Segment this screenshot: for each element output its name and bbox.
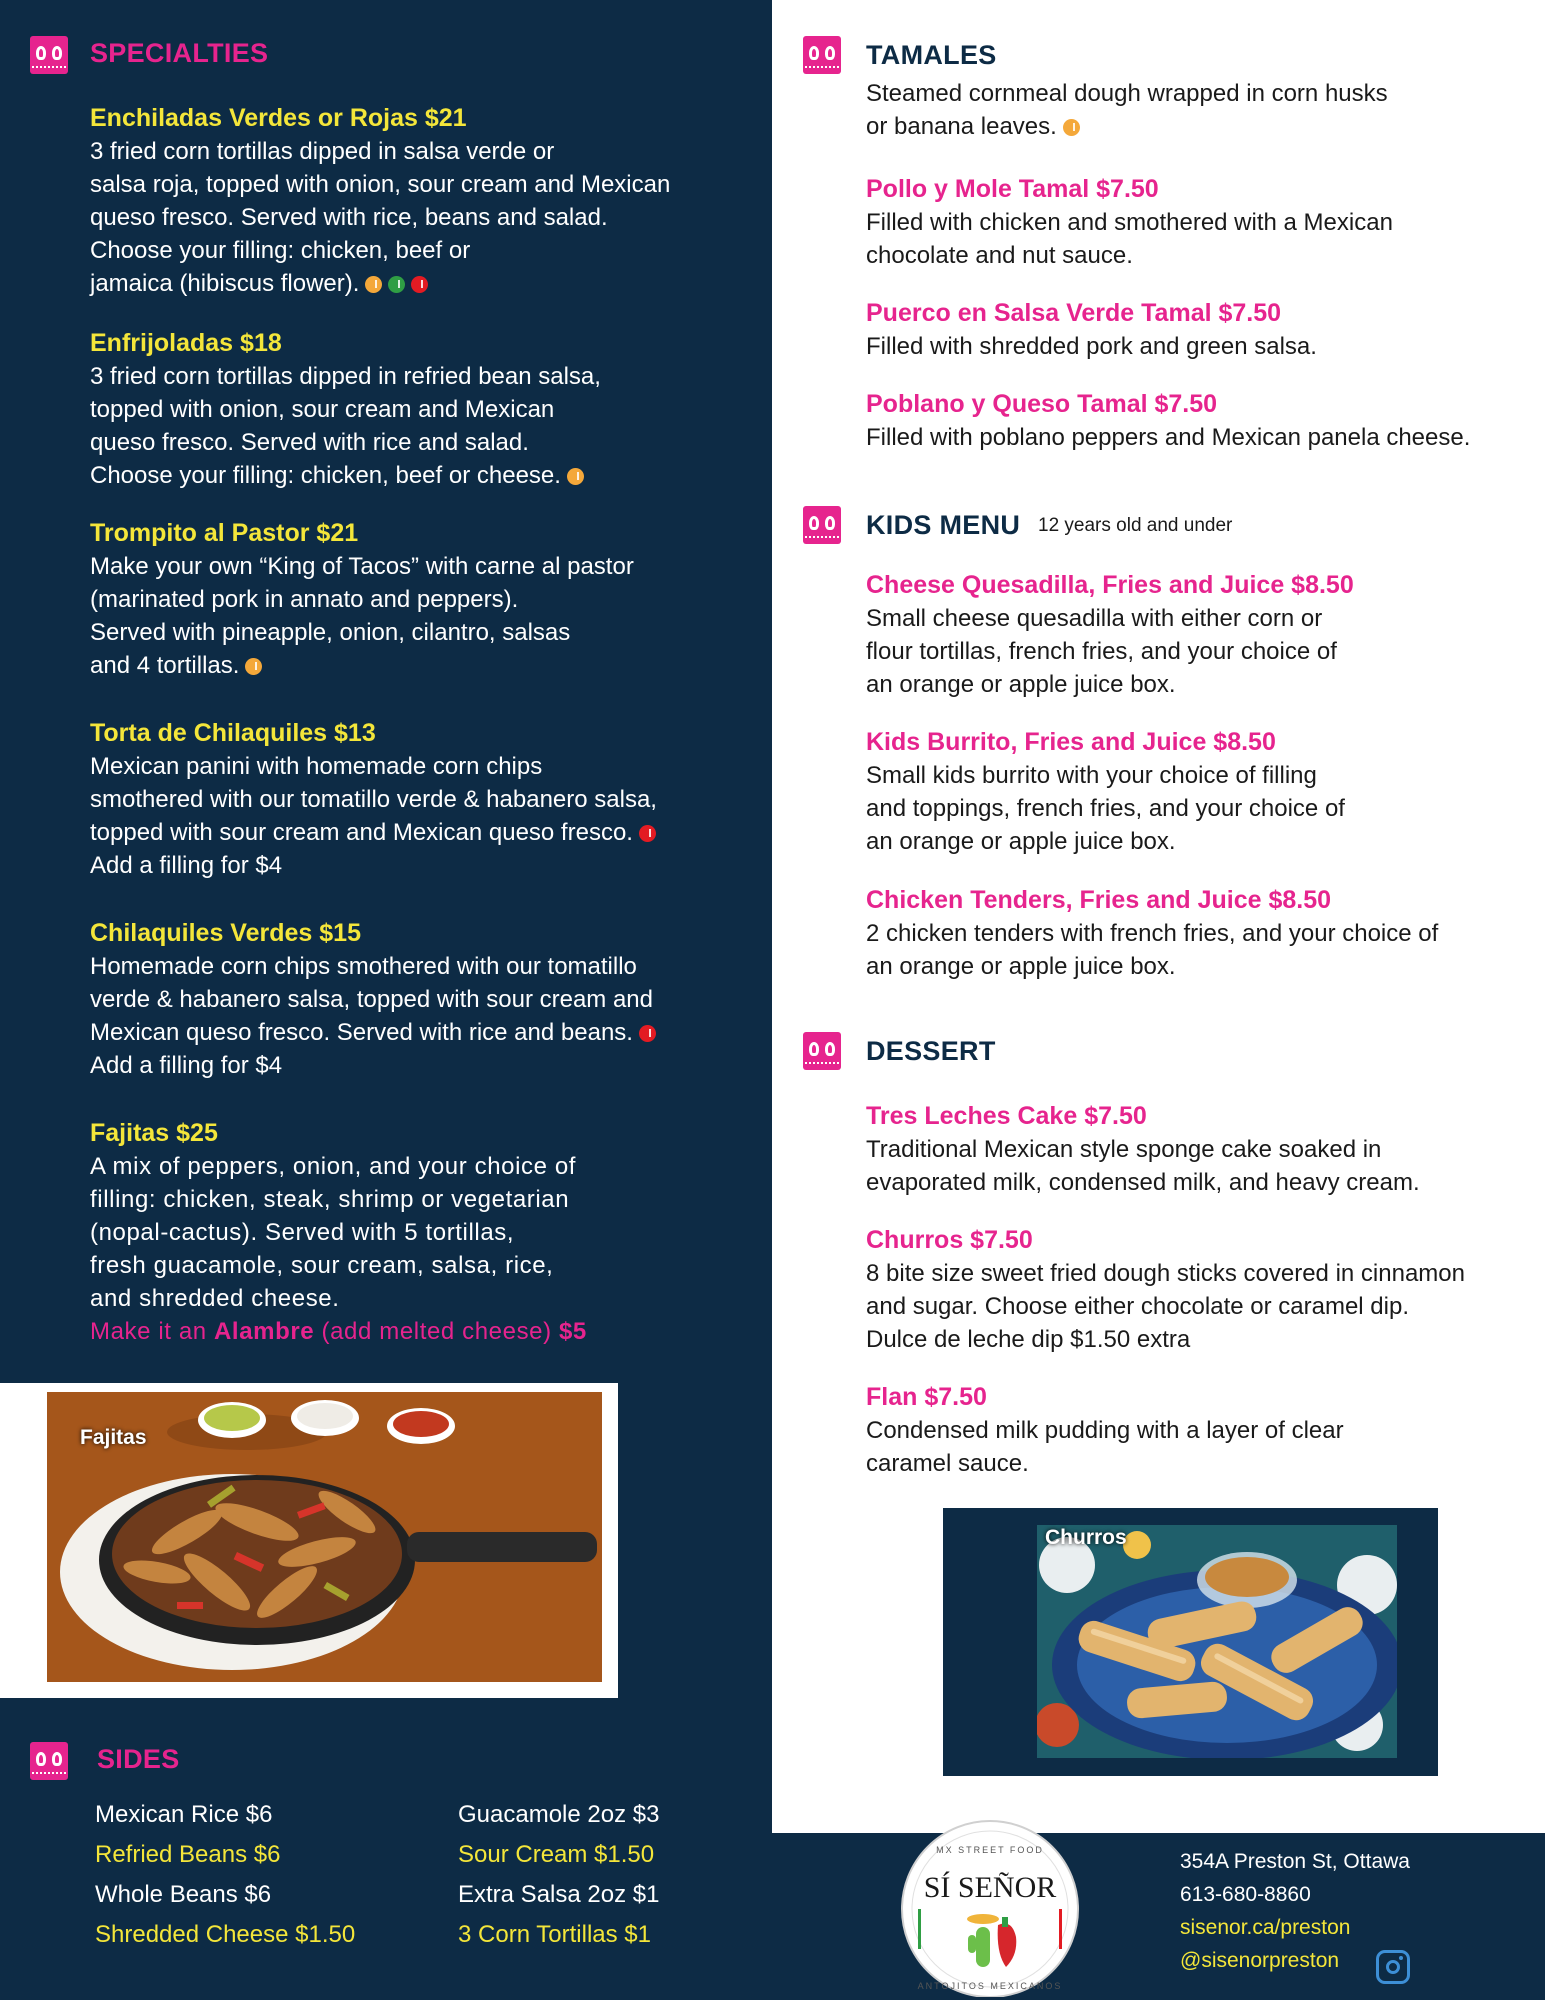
item-name: Chilaquiles Verdes $15 (90, 919, 361, 947)
gluten-free-icon (1063, 119, 1080, 136)
item-name: Trompito al Pastor $21 (90, 519, 359, 547)
churros-photo (1037, 1525, 1397, 1758)
instagram-icon[interactable] (1376, 1950, 1410, 1984)
churros-photo-label: Churros (1045, 1526, 1127, 1549)
item-name: Tres Leches Cake $7.50 (866, 1102, 1147, 1130)
item-desc: 3 fried corn tortillas dipped in salsa verde or salsa roja, topped with onion, sour cream and Mexican queso fresco. Served with rice, beans and salad. Choose your filling: chicken, beef or jamaica (hibiscus flower). (90, 138, 671, 297)
item-desc: Small cheese quesadilla with either corn or flour tortillas, french fries, and your choice of an orange or apple juice box. (866, 605, 1337, 698)
tamales-intro: Steamed cornmeal dough wrapped in corn husks or banana leaves. (866, 80, 1388, 140)
papel-picado-icon (803, 506, 841, 544)
item-desc: 8 bite size sweet fried dough sticks covered in cinnamon and sugar. Choose either chocolate or caramel dip. Dulce de leche dip $1.50 extra (866, 1260, 1465, 1353)
side-item: Refried Beans $6 (95, 1841, 281, 1868)
papel-picado-icon (30, 36, 68, 74)
spicy-icon (639, 825, 656, 842)
side-item: Shredded Cheese $1.50 (95, 1921, 356, 1948)
menu-item (90, 917, 750, 1082)
item-desc: Condensed milk pudding with a layer of clear caramel sauce. (866, 1417, 1344, 1477)
item-desc: A mix of peppers, onion, and your choice of filling: chicken, steak, shrimp or vegetarian (nopal-cactus). Served with 5 tortillas, fresh guacamole, sour cream, salsa, rice, and shredded cheese. (90, 1153, 577, 1312)
fajitas-photo-frame (0, 1383, 618, 1698)
item-desc: Small kids burrito with your choice of filling and toppings, french fries, and your choice of an orange or apple juice box. (866, 762, 1345, 855)
item-desc: 3 fried corn tortillas dipped in refried bean salsa, topped with onion, sour cream and Mexican queso fresco. Served with rice and salad. Choose your filling: chicken, beef or cheese. (90, 363, 601, 489)
papel-picado-icon (803, 36, 841, 74)
item-name: Puerco en Salsa Verde Tamal $7.50 (866, 299, 1282, 327)
vegetarian-icon (388, 276, 405, 293)
item-name: Torta de Chilaquiles $13 (90, 719, 376, 747)
item-name: Enchiladas Verdes or Rojas $21 (90, 104, 467, 132)
alambre-text: Make it an (90, 1318, 214, 1345)
alambre-upgrade (90, 1315, 750, 1348)
menu-item (90, 717, 750, 882)
item-desc: Filled with poblano peppers and Mexican panela cheese. (866, 424, 1471, 451)
menu-item (866, 569, 1526, 701)
kids-menu-title: KIDS MENU (866, 510, 1021, 540)
tamales-title: TAMALES (866, 40, 997, 70)
side-item: Sour Cream $1.50 (458, 1841, 655, 1868)
item-desc: Filled with shredded pork and green salsa. (866, 333, 1317, 360)
menu-item (866, 884, 1526, 983)
menu-item (866, 726, 1526, 858)
specialties-title: SPECIALTIES (90, 38, 269, 68)
logo-tagline-bottom: ANTOJITOS MEXICANOS (917, 1981, 1063, 1991)
item-extra: Add a filling for $4 (90, 1052, 283, 1079)
menu-item (866, 297, 1526, 363)
sides-list (458, 1795, 659, 1955)
item-desc: 2 chicken tenders with french fries, and your choice of an orange or apple juice box. (866, 920, 1439, 980)
menu-item (90, 327, 750, 492)
item-desc: Mexican panini with homemade corn chips smothered with our tomatillo verde & habanero salsa, topped with sour cream and Mexican queso fresco. (90, 753, 657, 846)
kids-menu-subtitle: 12 years old and under (1038, 515, 1233, 536)
alambre-price: $5 (558, 1318, 587, 1345)
item-desc: Homemade corn chips smothered with our tomatillo verde & habanero salsa, topped with sour cream and Mexican queso fresco. Served with rice and beans. (90, 953, 654, 1046)
spicy-icon (411, 276, 428, 293)
section-intro (866, 77, 1516, 143)
menu-item (90, 1117, 750, 1348)
menu-item (866, 388, 1536, 454)
sides-list (95, 1795, 355, 1955)
item-name: Kids Burrito, Fries and Juice $8.50 (866, 728, 1276, 756)
side-item: Extra Salsa 2oz $1 (458, 1881, 660, 1908)
menu-item (866, 1381, 1526, 1480)
sides-title: SIDES (97, 1744, 180, 1774)
website-link[interactable]: sisenor.ca/preston (1180, 1916, 1351, 1939)
menu-item (866, 1100, 1526, 1199)
churros-photo-frame (943, 1508, 1438, 1776)
gluten-free-icon (245, 658, 262, 675)
side-item: Guacamole 2oz $3 (458, 1801, 660, 1828)
phone[interactable]: 613-680-8860 (1180, 1883, 1311, 1906)
item-name: Pollo y Mole Tamal $7.50 (866, 175, 1159, 203)
item-name: Cheese Quesadilla, Fries and Juice $8.50 (866, 571, 1354, 599)
instagram-handle[interactable]: @sisenorpreston (1180, 1949, 1340, 1972)
item-name: Flan $7.50 (866, 1383, 987, 1411)
item-desc: Traditional Mexican style sponge cake soaked in evaporated milk, condensed milk, and heavy cream. (866, 1136, 1420, 1196)
item-name: Fajitas $25 (90, 1119, 218, 1147)
logo-tagline-top: MX STREET FOOD (936, 1845, 1044, 1855)
fajitas-photo-label: Fajitas (80, 1426, 147, 1449)
side-item: Whole Beans $6 (95, 1881, 272, 1908)
side-item: 3 Corn Tortillas $1 (458, 1921, 651, 1948)
item-name: Enfrijoladas $18 (90, 329, 282, 357)
gluten-free-icon (365, 276, 382, 293)
item-extra: Add a filling for $4 (90, 852, 283, 879)
si-senor-logo (890, 1817, 1090, 1997)
alambre-text: (add melted cheese) (314, 1318, 559, 1345)
menu-item (90, 102, 750, 300)
side-item: Mexican Rice $6 (95, 1801, 273, 1828)
alambre-name: Alambre (214, 1318, 315, 1345)
item-desc: Filled with chicken and smothered with a Mexican chocolate and nut sauce. (866, 209, 1393, 269)
dessert-title: DESSERT (866, 1036, 996, 1066)
papel-picado-icon (803, 1032, 841, 1070)
item-name: Churros $7.50 (866, 1226, 1033, 1254)
footer-band (772, 1833, 1545, 2000)
item-name: Poblano y Queso Tamal $7.50 (866, 390, 1218, 418)
menu-item (866, 1224, 1536, 1356)
menu-item (866, 173, 1526, 272)
gluten-free-icon (567, 468, 584, 485)
item-desc: Make your own “King of Tacos” with carne al pastor (marinated pork in annato and peppers). Served with pineapple, onion, cilantro, salsas and 4 tortillas. (90, 553, 634, 679)
menu-item (90, 517, 750, 682)
logo-name: SÍ SEÑOR (923, 1871, 1057, 1904)
papel-picado-icon (30, 1742, 68, 1780)
item-name: Chicken Tenders, Fries and Juice $8.50 (866, 886, 1332, 914)
spicy-icon (639, 1025, 656, 1042)
address: 354A Preston St, Ottawa (1180, 1850, 1410, 1873)
